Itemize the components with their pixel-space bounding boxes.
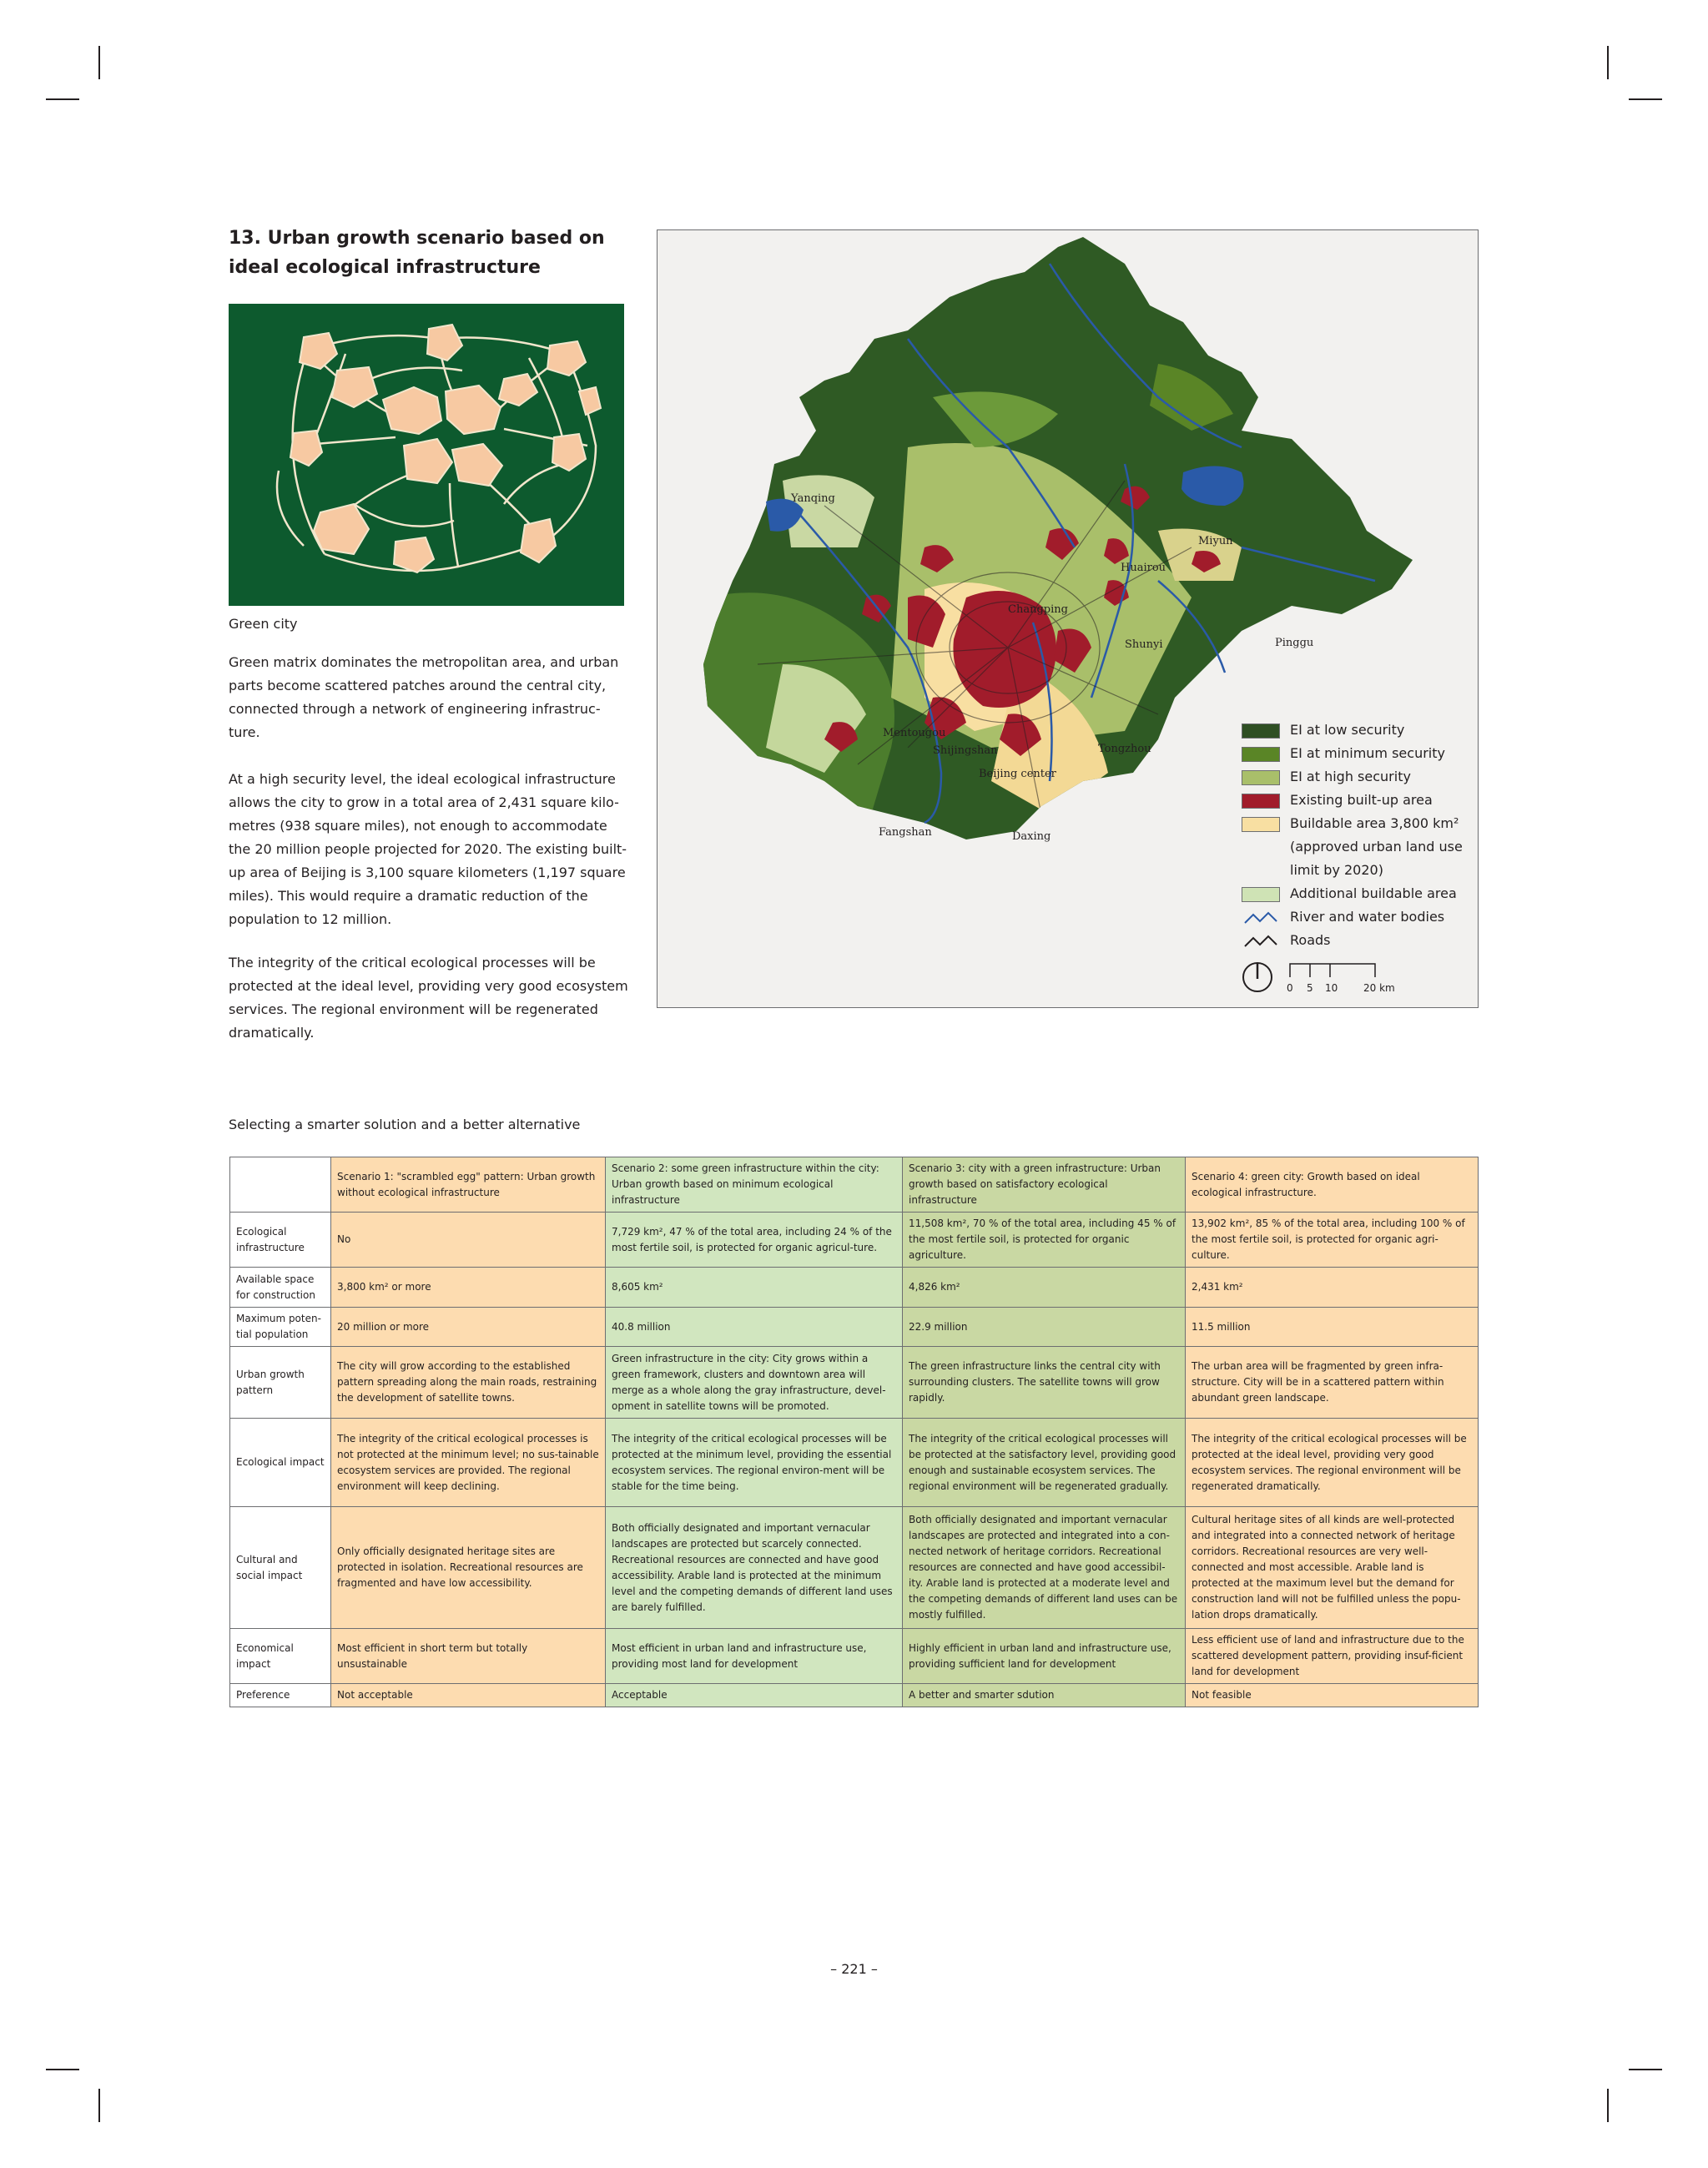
table-cell: Not acceptable xyxy=(331,1684,606,1707)
paragraph-2: At a high security level, the ideal ecological infrastructure allows the city to grow in a total area of 2,431 square kilo-metres (938 square miles), not enough to accommodate the 20 million people projected for 2020. The existing built-up area of Beijing is 3,100 square kilometers (1,197 square miles). This would require a dramatic reduction of the population to 12 million. xyxy=(229,771,627,927)
table-row xyxy=(230,1347,1479,1419)
scenario-comparison-table xyxy=(229,1157,1479,1707)
table-row xyxy=(230,1268,1479,1308)
table-cell: A better and smarter sdution xyxy=(903,1684,1186,1707)
legend-label: EI at minimum security xyxy=(1290,745,1445,761)
table-cell: Most efficient in short term but totally unsustainable xyxy=(331,1629,606,1684)
legend-label: EI at low security xyxy=(1290,722,1405,738)
table-cell: Both officially designated and important vernacular landscapes are protected and integrated into a con-nected network of heritage corridors. Recreational resources are connected and have good accessibil-ity. Arable land is protected at a moderate level and the competing demands of different land uses can be mostly fulfilled. xyxy=(903,1507,1186,1629)
river-icon xyxy=(1242,910,1280,926)
table-cell: 4,826 km² xyxy=(903,1268,1186,1308)
legend-label: EI at high security xyxy=(1290,769,1411,784)
table-cell: The integrity of the critical ecological processes will be protected at the minimum level, providing the essential ecosystem services. The regional environ-ment will be stable for the time being. xyxy=(606,1419,903,1507)
page-number: – 221 – xyxy=(830,1961,878,1977)
table-cell: The integrity of the critical ecological processes is not protected at the minimum level; no sus-tainable ecosystem services are provided. The regional environment will keep declining. xyxy=(331,1419,606,1507)
legend-label: Existing built-up area xyxy=(1290,792,1433,808)
city-label: Pinggu xyxy=(1275,637,1314,649)
legend-item xyxy=(1242,812,1475,882)
table-cell: Most efficient in urban land and infrastructure use, providing most land for development xyxy=(606,1629,903,1684)
table-cell: Green infrastructure in the city: City grows within a green framework, clusters and downtown area will merge as a whole along the gray infrastructure, devel-opment in satellite towns will be promoted. xyxy=(606,1347,903,1419)
legend-swatch xyxy=(1242,817,1280,832)
legend-item xyxy=(1242,742,1475,765)
legend-label: Buildable area 3,800 km² xyxy=(1290,815,1459,831)
crop-mark xyxy=(46,98,79,100)
scale-label: 10 xyxy=(1325,982,1338,994)
table-cell: The integrity of the critical ecological processes will be protected at the ideal level, providing very good ecosystem services. The regional environment will be regenerated dramatically. xyxy=(1186,1419,1479,1507)
table-cell: 3,800 km² or more xyxy=(331,1268,606,1308)
city-label: Miyun xyxy=(1198,535,1233,547)
city-label: Shunyi xyxy=(1125,638,1163,651)
legend-swatch xyxy=(1242,747,1280,762)
page-title: 13. Urban growth scenario based on ideal ecological infrastructure xyxy=(229,228,605,278)
table-row xyxy=(230,1308,1479,1347)
legend-item xyxy=(1242,882,1475,905)
city-label: Fangshan xyxy=(879,826,932,839)
scale-label: 20 km xyxy=(1363,982,1395,994)
column-header: Scenario 2: some green infrastructure within the city: Urban growth based on minimum ecological infrastructure xyxy=(606,1157,903,1213)
table-cell: 8,605 km² xyxy=(606,1268,903,1308)
legend-label: Additional buildable area xyxy=(1290,885,1457,901)
legend-item xyxy=(1242,765,1475,789)
table-cell: 11.5 million xyxy=(1186,1308,1479,1347)
crop-mark xyxy=(46,2069,79,2070)
legend-label: Roads xyxy=(1290,932,1331,948)
scale-ruler xyxy=(1288,960,1380,979)
table-cell: Both officially designated and important vernacular landscapes are protected but scarcely connected. Recreational resources are connected and have good accessibility. Arable land is protected at the minimum level and the competing demands of different land uses are barely fulfilled. xyxy=(606,1507,903,1629)
road-icon xyxy=(1242,933,1280,950)
table-cell: Cultural heritage sites of all kinds are well-protected and integrated into a connected network of heritage corridors. Recreational resources are very well-connected and most accessible. Arable land is protected at the maximum level but the demand for construction land will not be fulfilled unless the popu-lation drops dramatically. xyxy=(1186,1507,1479,1629)
row-label: Economical impact xyxy=(230,1629,331,1684)
table-corner-cell xyxy=(230,1157,331,1213)
row-label: Ecological impact xyxy=(230,1419,331,1507)
scale-label: 5 xyxy=(1307,982,1313,994)
table-cell: 22.9 million xyxy=(903,1308,1186,1347)
legend-swatch xyxy=(1242,724,1280,739)
city-label: Changping xyxy=(1008,603,1068,616)
paragraph-1: Green matrix dominates the metropolitan area, and urban parts become scattered patches around the central city, connected through a network of engineering infrastruc-ture. xyxy=(229,654,619,740)
city-label: Beijing center xyxy=(979,768,1056,780)
legend-item xyxy=(1242,929,1475,952)
legend-item xyxy=(1242,905,1475,929)
legend-sublabel: limit by 2020) xyxy=(1290,862,1383,878)
table-cell: 7,729 km², 47 % of the total area, including 24 % of the most fertile soil, is protected for organic agricul-ture. xyxy=(606,1213,903,1268)
row-label: Preference xyxy=(230,1684,331,1707)
table-heading: Selecting a smarter solution and a better alternative xyxy=(229,1117,581,1132)
paragraph-3: The integrity of the critical ecological processes will be protected at the ideal level, providing very good ecosystem services. The regional environment will be regenerated dramatically. xyxy=(229,955,628,1041)
beijing-scenario-map xyxy=(657,229,1479,1008)
legend-swatch xyxy=(1242,770,1280,785)
table-row xyxy=(230,1213,1479,1268)
table-row xyxy=(230,1419,1479,1507)
crop-mark xyxy=(1607,46,1609,79)
table-cell: The green infrastructure links the central city with surrounding clusters. The satellite towns will grow rapidly. xyxy=(903,1347,1186,1419)
row-label: Available space for construction xyxy=(230,1268,331,1308)
crop-mark xyxy=(98,46,100,79)
city-label: Tongzhou xyxy=(1098,743,1151,755)
table-header-row xyxy=(230,1157,1479,1213)
legend-label: River and water bodies xyxy=(1290,909,1445,925)
table-cell: Highly efficient in urban land and infrastructure use, providing sufficient land for development xyxy=(903,1629,1186,1684)
table-cell: The integrity of the critical ecological processes will be protected at the satisfactory level, providing good enough and sustainable ecosystem services. The regional environment will be regenerated gradually. xyxy=(903,1419,1186,1507)
green-city-diagram xyxy=(229,304,624,606)
scale-label: 0 xyxy=(1287,982,1293,994)
city-label: Shijingshan xyxy=(933,744,998,757)
legend-item xyxy=(1242,718,1475,742)
city-label: Yanqing xyxy=(791,492,835,505)
table-cell: 20 million or more xyxy=(331,1308,606,1347)
table-cell: The city will grow according to the established pattern spreading along the main roads, restraining the development of satellite towns. xyxy=(331,1347,606,1419)
row-label: Maximum poten-tial population xyxy=(230,1308,331,1347)
table-cell: Acceptable xyxy=(606,1684,903,1707)
legend-swatch xyxy=(1242,887,1280,902)
city-label: Daxing xyxy=(1012,830,1051,843)
legend-swatch xyxy=(1242,794,1280,809)
table-cell: Not feasible xyxy=(1186,1684,1479,1707)
table-cell: The urban area will be fragmented by green infra-structure. City will be in a scattered pattern within abundant green landscape. xyxy=(1186,1347,1479,1419)
legend-sublabel: (approved urban land use xyxy=(1290,839,1463,855)
map-legend xyxy=(1242,718,1475,1001)
column-header: Scenario 1: "scrambled egg" pattern: Urban growth without ecological infrastructure xyxy=(331,1157,606,1213)
table-row xyxy=(230,1629,1479,1684)
crop-mark xyxy=(1629,98,1662,100)
legend-item xyxy=(1242,789,1475,812)
table-cell: Only officially designated heritage sites are protected in isolation. Recreational resources are fragmented and have low accessibility. xyxy=(331,1507,606,1629)
city-label: Mentougou xyxy=(883,727,946,739)
crop-mark xyxy=(98,2089,100,2122)
table-cell: No xyxy=(331,1213,606,1268)
crop-mark xyxy=(1629,2069,1662,2070)
city-label: Huairou xyxy=(1121,562,1166,574)
table-cell: Less efficient use of land and infrastructure due to the scattered development pattern, providing insuf-ficient land for development xyxy=(1186,1629,1479,1684)
table-cell: 2,431 km² xyxy=(1186,1268,1479,1308)
row-label: Cultural and social impact xyxy=(230,1507,331,1629)
scale-bar xyxy=(1242,960,1475,1001)
table-cell: 13,902 km², 85 % of the total area, including 100 % of the most fertile soil, is protected for organic agri-culture. xyxy=(1186,1213,1479,1268)
table-cell: 11,508 km², 70 % of the total area, including 45 % of the most fertile soil, is protected for organic agriculture. xyxy=(903,1213,1186,1268)
thumbnail-caption: Green city xyxy=(229,616,298,632)
row-label: Urban growth pattern xyxy=(230,1347,331,1419)
crop-mark xyxy=(1607,2089,1609,2122)
table-row xyxy=(230,1507,1479,1629)
north-arrow-icon xyxy=(1242,960,1275,994)
row-label: Ecological infrastructure xyxy=(230,1213,331,1268)
table-row xyxy=(230,1684,1479,1707)
column-header: Scenario 3: city with a green infrastructure: Urban growth based on satisfactory ecological infrastructure xyxy=(903,1157,1186,1213)
column-header: Scenario 4: green city: Growth based on ideal ecological infrastructure. xyxy=(1186,1157,1479,1213)
table-cell: 40.8 million xyxy=(606,1308,903,1347)
